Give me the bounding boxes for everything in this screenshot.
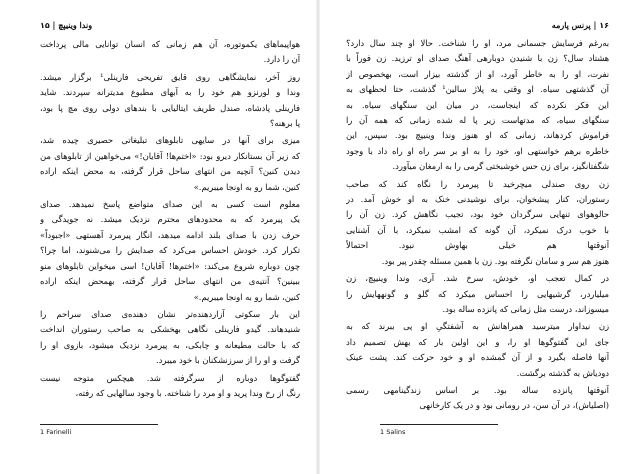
paragraph — [40, 37, 300, 68]
text-line: زن نیداوار میترسید همراهانش به آشفتگیِ او پی ببرند که به — [346, 321, 609, 332]
page-body — [346, 36, 609, 416]
text-line: کنین، شما رو به اونجا میبریم.» — [193, 181, 300, 192]
text-line: گفتوگوها دوباره از سرگرفته شد. هیچکس متوجه نیست — [40, 372, 300, 383]
paragraph — [346, 271, 609, 317]
text-line: گرفت و او را از سرزنشکنان با خود میبرد. — [156, 355, 300, 366]
text-line: بەرغم فرسایش جسمانی مرد، او را شناخت. حالا او چند سال دارد؟ — [346, 38, 609, 48]
text-line: روز آخر، نمایشگاهی روی قایق تفریحی فارینلی¹ برگزار میشد. — [40, 71, 300, 82]
text-line: این بار سکوتی آزاردهنده‌تر نشان دهنده‌ی صدای سراحم را — [40, 308, 300, 319]
text-line: آنها فاصله بگیرد و از آن گمشده او و خود حرکت کند. پشت عینک — [346, 352, 609, 363]
text-line: یک پیرمرد که به محدودهای محترم نزدیک میشد. نه جویدگی و — [40, 214, 300, 225]
paragraph — [346, 319, 609, 381]
text-line: آن گذشتهی سیاه. او وقتی به پلاژ سالین¹ گذشت، حتا لحظهای به — [346, 84, 609, 95]
text-line: کنین، شما رو به اونجا میبریم.» — [193, 291, 300, 302]
text-line: هنوز هم سر و سامان نگرفته بود. زن با همین مسئله چقدر پیر بود. — [381, 255, 609, 266]
page-number: ۱۶ — [599, 21, 609, 30]
paragraph — [40, 197, 300, 305]
text-line: دیدن کنین؟ آنچیه من انتهای ساحل قرار گرفته، به محض اینکه اراده — [40, 166, 300, 177]
text-line: فارینلی پادشاه، صندل طریف ایتالیایی با بندهای دولی روی مچ پا بود، — [40, 102, 300, 113]
paragraph — [40, 70, 300, 132]
text-line: معلوم است کسی به این صدای متواضع پاسخ نمیدهد. صدای — [40, 199, 300, 210]
page-number: ۱۵ — [40, 21, 50, 30]
paragraph — [40, 371, 300, 402]
text-line: رنگ از رخ وندا پرید و او مرد را شناخته. با وجود سالهایی که رفته، — [75, 387, 300, 398]
text-line: در کمال تعجب او، خودش، سرخ شد. آری، وندا وینیپچ، زن — [346, 273, 609, 284]
text-line: جای این گفتوگوها او را، و این اولین بار که بهش تصمیم داد — [346, 336, 609, 347]
text-line: وندا و لورنزو هم خود را به آبهای مطبوع مدیترانه سپردند. شاید — [40, 87, 300, 98]
page-body — [40, 37, 300, 403]
text-line: نفرت، او را به خاطر آورد، او از گذشته بیزار است، بهخصوص از — [346, 68, 609, 79]
footnote-rule — [380, 424, 498, 425]
text-line: میزی برای آنها در سایهی تابلوهای تبلیغاتی حصیری چیده شد، — [40, 135, 300, 146]
text-line: آنوقتها هم خیلی بهاوش نبود. احتمالاً — [346, 240, 609, 251]
text-line: آن را دارد. — [263, 54, 300, 65]
text-line: زن روی صندلی میچرخید تا پیرمرد را نگاه کند که صاحب — [346, 178, 609, 189]
text-line: شنیدهاند. گیدو فارینلی نگاهی بهخشکی به صاحب رستوران انداخت — [40, 324, 300, 335]
footnote: 1 Farinelli — [40, 428, 72, 436]
footnote-rule — [40, 424, 158, 425]
text-line: خاطره برهم خواستهی او، خود را به او بر سر راه او راه داد با وجود — [346, 145, 609, 156]
text-line: ببینین؟ آنتیه‌ی من انتهای ساحل قرار گرفته، بهمحض اینکه اراده — [40, 276, 300, 287]
paragraph — [346, 177, 609, 269]
running-title: وندا وینیپچ — [58, 20, 93, 30]
text-line: با خوب درک نمیکرد، آن گونه که امشب نمیکرد، با آن آشنایی — [346, 224, 609, 235]
running-header: وندا وینیپچ | ۱۵ — [40, 20, 93, 30]
text-line: پا برهنه؟ — [269, 118, 300, 129]
text-line: چون دوباره شروع می‌کند: «اختم‌ها! آقایان! اسی میخواین تابلوهای منو — [40, 260, 300, 271]
text-line: سنگهای سیاه، که مدتهاست زیر پا له شده زمانی که همه آن را — [346, 115, 609, 126]
text-line: این فکر نکرده که اینجاست، در میان این سنگهای سیاه. به — [346, 99, 609, 110]
text-line: دودیاش به گذشته برگشت. — [516, 367, 609, 378]
running-header: ۱۶ | پرنس پارمه — [551, 20, 609, 30]
text-line: تکرار کرد. خودش احساس می‌کرد که صدایش را می‌شنوند، اما چرا؟ — [40, 245, 300, 256]
text-line: رستوران، کنار پیشخوان، برای نوشیدنی خنک به او خوش آمد. در — [346, 194, 609, 205]
text-line: شگفتانگیز، برای زن حس خوشبختی گرمی را به ارمغان میآورد. — [392, 161, 609, 172]
text-line: هواپیماهای یکموتوره، آن هم زمانی که انسان توانایی مالی پرداخت — [40, 39, 300, 49]
text-line: حرف زدن با صدای بلند ادامه میدهد، انگار پیرمرد آهستهی «اجبوداً» — [40, 229, 300, 240]
paragraph — [40, 307, 300, 369]
running-title: پرنس پارمه — [551, 20, 591, 30]
footnote: 1 Salins — [380, 428, 406, 436]
text-line: فراموش کردهاند، زمانی که او هنوز وندا وینیپچ بود. سپس، این — [346, 130, 609, 141]
text-line: میسوزاند، درست مثل زمانی که پانزده ساله بود. — [442, 303, 609, 314]
text-line: میلیاردر، گرشیهایی را احساس میکرد که گلو و گونههایش را — [346, 288, 609, 299]
paragraph — [346, 383, 609, 414]
paragraph — [346, 36, 609, 175]
right-page — [318, 0, 633, 474]
text-line: حالوهوای تنهایی سرگردان خود بود، تجیب نگاهش کرد. زن آن را — [346, 209, 609, 220]
text-line: (اصلیاش)، در آن سن، در رومانی بود و در یک کارخانهی — [419, 400, 609, 411]
text-line: آنوقتها پانزده ساله بود. بر اساس زندگینامهی رسمی — [346, 384, 609, 395]
text-line: که با حالت مطیعانه و چابکی، به پیرمرد نزدیک میشود، بازوی او را — [40, 339, 300, 350]
paragraph — [40, 133, 300, 195]
text-line: که زیر آن بستانکار دیرو بود: «اختم‌ها! آقایان!» می‌خواهین از تابلوهای من — [40, 150, 300, 161]
text-line: هشتاد سال؟ زن با شنیدن دوبارهی آهنگ صدای او ترزید. زن فوراً با — [346, 53, 609, 64]
